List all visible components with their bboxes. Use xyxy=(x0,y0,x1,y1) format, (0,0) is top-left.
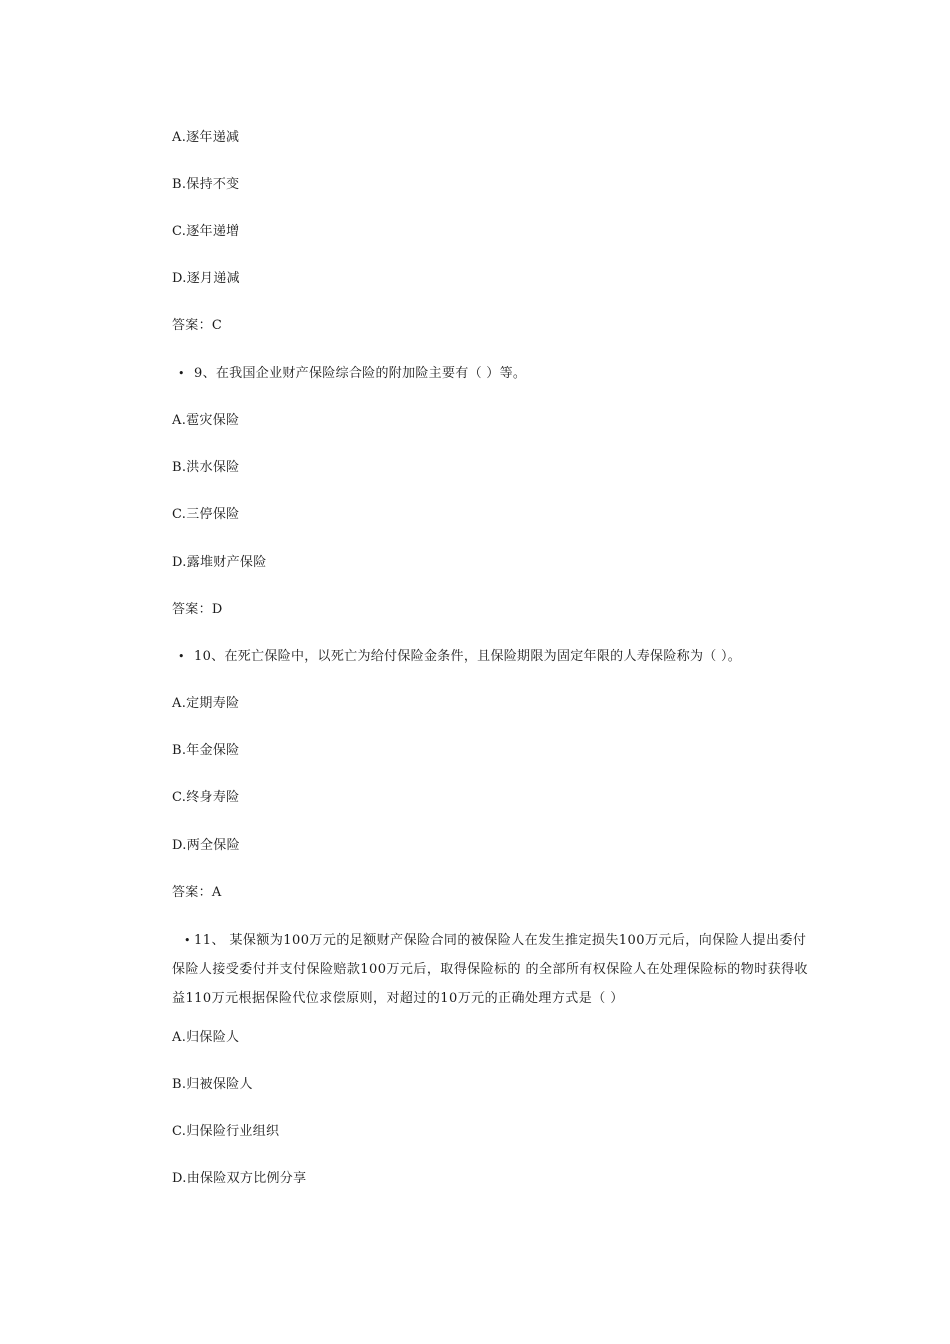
q11-option-d: D.由保险双方比例分享 xyxy=(172,1171,307,1186)
q9-option-a: A.雹灾保险 xyxy=(172,413,240,428)
q11-stem-block xyxy=(172,926,812,1013)
q10-answer: 答案：A xyxy=(172,885,222,900)
q11-option-a: A.归保险人 xyxy=(172,1030,240,1045)
q11-option-c: C.归保险行业组织 xyxy=(172,1124,280,1139)
q11-bullet: • xyxy=(184,934,191,947)
q9-stem: 9、在我国企业财产保险综合险的附加险主要有（ ）等。 xyxy=(194,366,527,381)
q10-option-c: C.终身寿险 xyxy=(172,790,240,805)
q10-stem: 10、在死亡保险中，以死亡为给付保险金条件，且保险期限为固定年限的人寿保险称为（ ）。 xyxy=(194,649,742,664)
q10-bullet: • xyxy=(178,650,185,663)
q9-stem-line xyxy=(178,366,526,382)
q8-option-c: C.逐年递增 xyxy=(172,224,240,239)
q9-bullet: • xyxy=(178,367,185,380)
q9-option-b: B.洪水保险 xyxy=(172,460,240,475)
q8-option-b: B.保持不变 xyxy=(172,177,240,192)
q11-stem: 11、 某保额为100万元的足额财产保险合同的被保险人在发生推定损失100万元后，向保险人提出委付保险人接受委付并支付保险赔款100万元后，取得保险标的 的全部所有权保险人在处理保险标的物时获得收益110万元根据保险代位求偿原则，对超过的10万元的正确处理方式是（ ） xyxy=(172,933,808,1006)
q10-option-d: D.两全保险 xyxy=(172,838,240,853)
q8-option-d: D.逐月递减 xyxy=(172,271,240,286)
q11-option-b: B.归被保险人 xyxy=(172,1077,253,1092)
q10-option-a: A.定期寿险 xyxy=(172,696,240,711)
q9-option-d: D.露堆财产保险 xyxy=(172,555,267,570)
q8-answer: 答案：C xyxy=(172,318,223,333)
q10-stem-line xyxy=(178,649,741,665)
q10-option-b: B.年金保险 xyxy=(172,743,240,758)
q9-answer: 答案：D xyxy=(172,602,223,617)
q8-option-a: A.逐年递减 xyxy=(172,130,240,145)
q9-option-c: C.三停保险 xyxy=(172,507,240,522)
